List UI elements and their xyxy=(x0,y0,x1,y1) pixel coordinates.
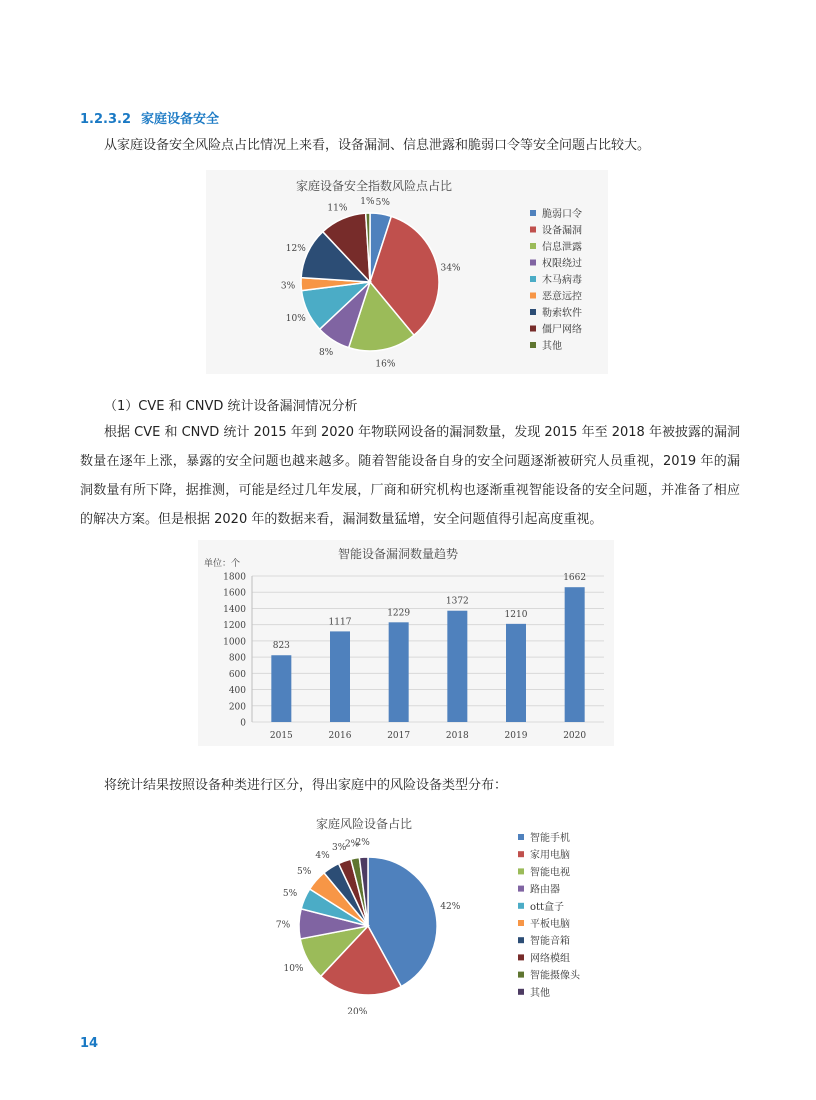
section-title: 家庭设备安全 xyxy=(141,112,220,127)
risk-points-chart xyxy=(206,170,608,374)
pie-label-1: 42% xyxy=(440,901,461,912)
legend-swatch-4 xyxy=(530,260,536,266)
bar-label-2020: 1662 xyxy=(563,573,587,584)
pie-label-7: 12% xyxy=(285,244,306,255)
legend-label-5: ott盒子 xyxy=(530,901,565,913)
bar-label-2017: 1229 xyxy=(387,608,411,619)
section-heading xyxy=(80,108,219,127)
bar-label-2016: 1117 xyxy=(328,617,352,628)
legend-swatch-10 xyxy=(518,989,524,995)
unit-label: 单位：个 xyxy=(204,559,241,569)
bar-2015 xyxy=(271,655,291,722)
legend-swatch-9 xyxy=(518,972,524,978)
device-risk-chart-svg xyxy=(272,810,596,1014)
pie-label-5: 5% xyxy=(282,889,298,900)
pie-label-9: 2% xyxy=(344,839,360,850)
legend-label-8: 僵尸网络 xyxy=(542,324,582,336)
pie-label-2: 20% xyxy=(347,1007,368,1014)
legend-swatch-3 xyxy=(530,243,536,249)
pie-label-5: 10% xyxy=(285,313,306,324)
bar-label-2019: 1210 xyxy=(504,609,528,620)
legend-label-1: 脆弱口令 xyxy=(542,209,582,220)
pie-label-7: 4% xyxy=(315,851,330,862)
pie-label-8: 11% xyxy=(327,203,348,214)
y-tick-10: 1800 xyxy=(223,572,246,583)
y-tick-5: 800 xyxy=(228,653,246,664)
legend-label-3: 信息泄露 xyxy=(542,242,582,253)
cve-paragraph: 根据 CVE 和 CNVD 统计 2015 年到 2020 年物联网设备的漏洞数量，发现 2015 年至 2018 年被披露的漏洞数量在逐年上涨，暴露的安全问题也越来越多。随着智能设备自身的安全问题逐渐被研究人员重视，2019 年的漏洞数量有所下降，据推测，可能是经过几年发展，厂商和研究机构也逐渐重视智能设备的安全问题，并准备了相应的解决方案。但是根据 2020 年的数据来看，漏洞数量猛增，安全问题值得引起高度重视。 xyxy=(80,425,740,527)
x-tick-2019: 2019 xyxy=(504,731,528,741)
legend-swatch-3 xyxy=(518,868,524,874)
chart-title: 智能设备漏洞数量趋势 xyxy=(337,547,459,561)
legend-label-9: 其他 xyxy=(542,341,562,352)
section-number: 1.2.3.2 xyxy=(80,112,131,127)
y-tick-3: 400 xyxy=(228,686,246,697)
legend-swatch-2 xyxy=(518,851,524,857)
legend-swatch-2 xyxy=(530,227,536,233)
legend-label-7: 智能音箱 xyxy=(530,936,570,948)
pie-label-8: 3% xyxy=(332,843,347,853)
legend-swatch-5 xyxy=(518,903,524,909)
legend-label-6: 恶意远控 xyxy=(542,291,582,303)
legend-swatch-7 xyxy=(518,937,524,943)
y-tick-8: 1400 xyxy=(223,604,246,615)
vuln-trend-chart-svg xyxy=(198,540,614,746)
pie-label-9: 1% xyxy=(360,197,375,207)
x-tick-2017: 2017 xyxy=(387,731,411,741)
legend-label-4: 权限绕过 xyxy=(542,258,582,270)
legend-swatch-7 xyxy=(530,309,536,315)
legend-label-5: 木马病毒 xyxy=(542,275,582,286)
pie-label-4: 8% xyxy=(318,348,334,359)
y-tick-9: 1600 xyxy=(223,588,246,599)
pie-label-3: 10% xyxy=(283,963,304,974)
risk-points-chart-svg xyxy=(206,170,608,374)
legend-label-9: 智能摄像头 xyxy=(530,970,580,982)
pie-label-4: 7% xyxy=(275,920,291,931)
bar-label-2015: 823 xyxy=(272,641,290,652)
legend-label-4: 路由器 xyxy=(530,884,560,896)
legend-label-8: 网络模组 xyxy=(530,953,570,965)
bar-2017 xyxy=(389,622,409,722)
device-risk-chart xyxy=(272,810,596,1014)
x-tick-2020: 2020 xyxy=(563,731,587,741)
chart-title: 家庭设备安全指数风险点占比 xyxy=(295,179,453,193)
legend-label-1: 智能手机 xyxy=(530,833,570,844)
y-tick-7: 1200 xyxy=(223,621,246,632)
pie-label-2: 34% xyxy=(440,263,461,274)
legend-swatch-1 xyxy=(518,834,524,840)
y-tick-4: 600 xyxy=(228,669,246,680)
pie-label-10: 2% xyxy=(355,838,370,849)
legend-label-2: 家用电脑 xyxy=(530,850,570,862)
x-tick-2016: 2016 xyxy=(328,731,352,741)
legend-label-2: 设备漏洞 xyxy=(542,225,582,237)
legend-swatch-9 xyxy=(530,342,536,348)
chart-title: 家庭风险设备占比 xyxy=(315,817,413,831)
subheading: （1）CVE 和 CNVD 统计设备漏洞情况分析 xyxy=(104,399,358,414)
legend-swatch-8 xyxy=(530,326,536,332)
vuln-trend-chart xyxy=(198,540,614,746)
x-tick-2015: 2015 xyxy=(269,731,293,741)
legend-swatch-1 xyxy=(530,210,536,216)
legend-swatch-8 xyxy=(518,954,524,960)
legend-swatch-6 xyxy=(518,920,524,926)
legend-swatch-4 xyxy=(518,886,524,892)
lead-in-paragraph: 将统计结果按照设备种类进行区分，得出家庭中的风险设备类型分布： xyxy=(104,778,508,793)
pie-label-6: 3% xyxy=(280,281,296,292)
pie-label-1: 5% xyxy=(375,198,390,208)
y-tick-2: 200 xyxy=(228,702,246,713)
bar-2020 xyxy=(565,587,585,722)
page-number: 14 xyxy=(80,1036,99,1051)
bar-2016 xyxy=(330,631,350,722)
pie-label-3: 16% xyxy=(375,359,396,370)
legend-label-10: 其他 xyxy=(530,987,550,999)
bar-2019 xyxy=(506,624,526,722)
intro-paragraph: 从家庭设备安全风险点占比情况上来看，设备漏洞、信息泄露和脆弱口令等安全问题占比较大。 xyxy=(104,138,651,153)
legend-swatch-6 xyxy=(530,293,536,299)
bar-label-2018: 1372 xyxy=(445,596,469,607)
legend-swatch-5 xyxy=(530,276,536,282)
bar-2018 xyxy=(447,611,467,722)
legend-label-3: 智能电视 xyxy=(530,867,570,879)
y-tick-1: 0 xyxy=(240,718,246,729)
pie-label-6: 5% xyxy=(297,866,312,877)
legend-label-6: 平板电脑 xyxy=(530,919,570,930)
x-tick-2018: 2018 xyxy=(445,731,469,741)
y-tick-6: 1000 xyxy=(223,637,246,648)
legend-label-7: 勒索软件 xyxy=(542,308,582,319)
